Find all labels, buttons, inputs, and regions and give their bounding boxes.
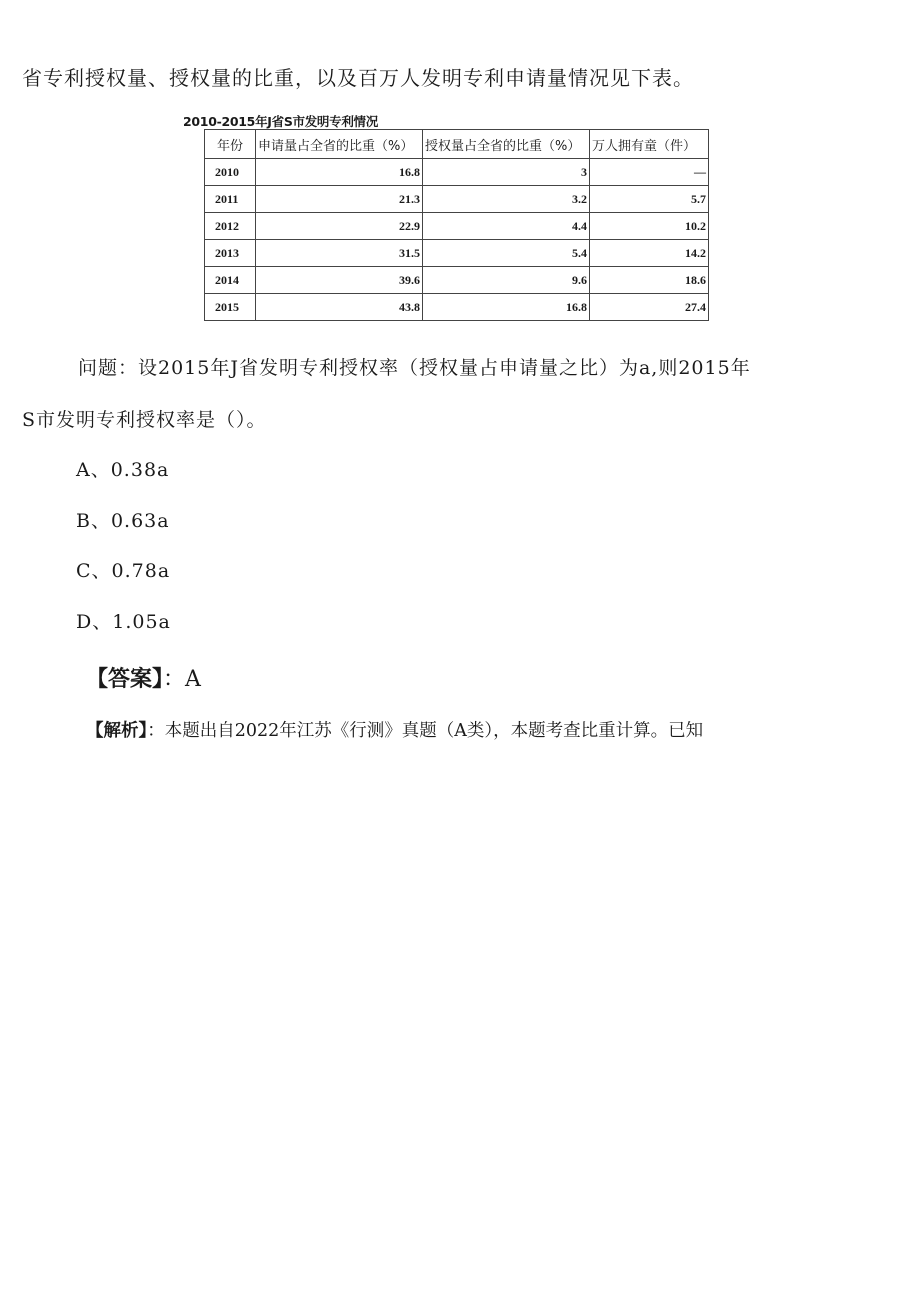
table-row <box>205 267 709 294</box>
cell-apply-share: 22.9 <box>256 213 423 240</box>
option-d: D、1.05a <box>76 611 171 633</box>
cell-apply-share: 16.8 <box>256 159 423 186</box>
cell-grant-share: 5.4 <box>423 240 590 267</box>
table-row <box>205 186 709 213</box>
header-grant-share: 授权量占全省的比重（%） <box>423 130 590 159</box>
question-text-line2: S市发明专利授权率是（）。 <box>22 409 267 431</box>
cell-year: 2012 <box>205 213 256 240</box>
cell-grant-share: 16.8 <box>423 294 590 321</box>
table-header-row <box>205 130 709 159</box>
cell-per-10k: — <box>590 159 709 186</box>
cell-grant-share: 3 <box>423 159 590 186</box>
header-year: 年份 <box>205 130 256 159</box>
question-text-line1: 问题：设2015年J省发明专利授权率（授权量占申请量之比）为a,则2015年 <box>78 357 751 379</box>
cell-apply-share: 31.5 <box>256 240 423 267</box>
table-row <box>205 240 709 267</box>
cell-per-10k: 27.4 <box>590 294 709 321</box>
cell-year: 2014 <box>205 267 256 294</box>
header-per-10k: 万人拥有童（件） <box>590 130 709 159</box>
answer-line <box>86 662 201 693</box>
analysis-line <box>86 717 703 742</box>
cell-apply-share: 21.3 <box>256 186 423 213</box>
cell-year: 2013 <box>205 240 256 267</box>
cell-apply-share: 39.6 <box>256 267 423 294</box>
analysis-text: ：本题出自2022年江苏《行测》真题（A类），本题考查比重计算。已知 <box>147 721 704 741</box>
cell-year: 2011 <box>205 186 256 213</box>
answer-value: ：A <box>163 667 201 692</box>
table-row <box>205 159 709 186</box>
option-b: B、0.63a <box>76 510 170 532</box>
table-row <box>205 213 709 240</box>
option-a: A、0.38a <box>76 459 170 481</box>
cell-year: 2010 <box>205 159 256 186</box>
cell-per-10k: 10.2 <box>590 213 709 240</box>
patent-data-table <box>204 129 709 321</box>
cell-grant-share: 9.6 <box>423 267 590 294</box>
analysis-label: 【解析】 <box>86 721 148 741</box>
option-c: C、0.78a <box>76 560 171 582</box>
cell-grant-share: 4.4 <box>423 213 590 240</box>
intro-text: 省专利授权量、授权量的比重，以及百万人发明专利申请量情况见下表。 <box>22 66 694 90</box>
table-row <box>205 294 709 321</box>
answer-label: 【答案】 <box>86 667 164 692</box>
header-apply-share: 申请量占全省的比重（%） <box>256 130 423 159</box>
cell-per-10k: 14.2 <box>590 240 709 267</box>
cell-apply-share: 43.8 <box>256 294 423 321</box>
cell-per-10k: 5.7 <box>590 186 709 213</box>
cell-per-10k: 18.6 <box>590 267 709 294</box>
cell-year: 2015 <box>205 294 256 321</box>
cell-grant-share: 3.2 <box>423 186 590 213</box>
table-caption: 2010-2015年J省S市发明专利情况 <box>183 114 378 129</box>
